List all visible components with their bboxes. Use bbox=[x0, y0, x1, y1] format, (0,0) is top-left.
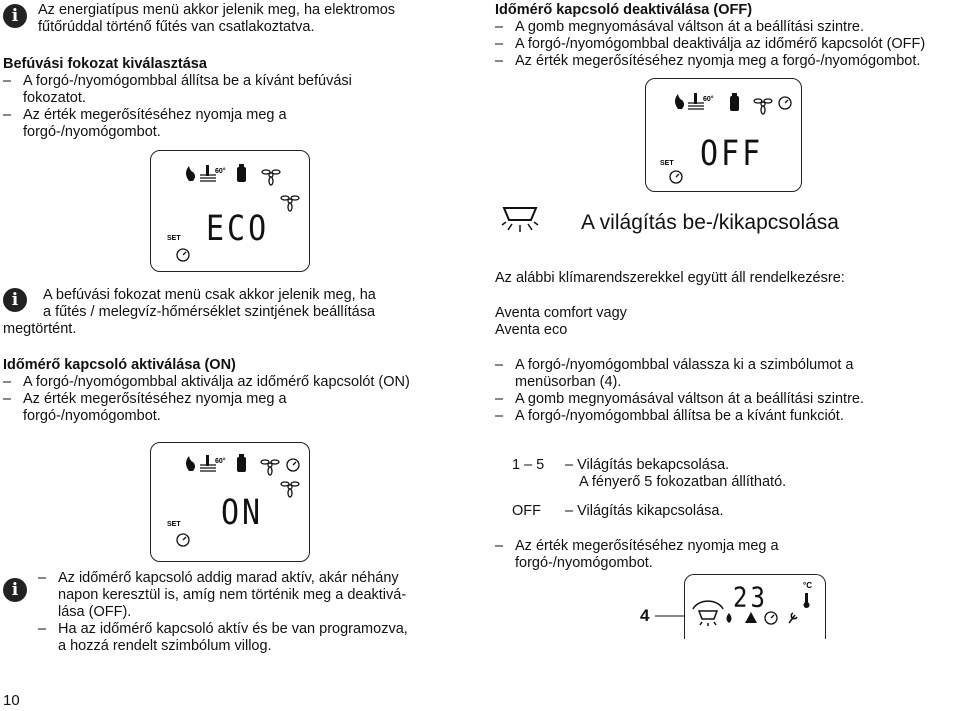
water-icon bbox=[727, 613, 732, 623]
list-item-text: – Ha az időmérő kapcsoló aktív és be van programozva, bbox=[58, 621, 408, 637]
system-name: Aventa comfort vagy bbox=[495, 305, 627, 321]
list-item bbox=[495, 408, 960, 425]
list-item-text: – A forgó-/nyomógombbal aktiválja az időmérő kapcsolót (ON) bbox=[23, 374, 410, 390]
list-item bbox=[495, 538, 960, 572]
page-number: 10 bbox=[3, 692, 20, 709]
list-item bbox=[3, 391, 478, 425]
list-item-text: forgó-/nyomógombot. bbox=[23, 408, 161, 424]
brightness-icon bbox=[693, 601, 723, 609]
lcd-display-eco bbox=[150, 150, 310, 272]
note-energy-menu bbox=[38, 2, 478, 36]
svg-text:SET: SET bbox=[660, 160, 674, 167]
wrench-icon bbox=[789, 613, 797, 623]
section-title: Befúvási fokozat kiválasztása bbox=[3, 56, 207, 72]
list-item bbox=[38, 570, 478, 621]
warning-icon bbox=[745, 612, 757, 623]
timer-icon bbox=[287, 459, 299, 471]
callout-number: 4 bbox=[640, 606, 650, 625]
gas-cylinder-icon bbox=[237, 454, 246, 472]
water-heater-icon bbox=[688, 93, 704, 109]
note-line: megtörtént. bbox=[3, 321, 77, 337]
note-line: Az energiatípus menü akkor jelenik meg, ha elektromos bbox=[38, 2, 396, 18]
range-description bbox=[565, 457, 955, 491]
lcd-value: OFF bbox=[700, 134, 764, 175]
list-item-text: – Az érték megerősítéséhez nyomja meg a bbox=[515, 538, 779, 554]
blower-section bbox=[3, 56, 473, 141]
list-item-text: fokozatot. bbox=[23, 90, 86, 106]
timer-icon bbox=[177, 534, 189, 546]
list-item-text: – A forgó-/nyomógombbal állítsa be a kívánt befúvási bbox=[23, 73, 352, 89]
section-title: Időmérő kapcsoló deaktiválása (OFF) bbox=[495, 2, 753, 18]
lighting-section bbox=[495, 270, 960, 425]
water-heater-icon bbox=[200, 165, 216, 181]
timer-off-section bbox=[495, 2, 960, 70]
list-item-text: – Az érték megerősítéséhez nyomja meg a bbox=[23, 107, 287, 123]
timer-icon bbox=[177, 249, 189, 261]
list-item bbox=[495, 19, 960, 36]
list-item bbox=[38, 621, 478, 655]
list-item-text: menüsorban (4). bbox=[515, 374, 622, 390]
list-item-text: forgó-/nyomógombot. bbox=[23, 124, 161, 140]
list-item bbox=[3, 374, 478, 391]
note-line: fűtőrúddal történő fűtés van csatlakoztatva. bbox=[38, 19, 315, 35]
list-item bbox=[495, 36, 960, 53]
list-item bbox=[3, 107, 473, 141]
timer-icon bbox=[670, 171, 682, 183]
gas-cylinder-icon bbox=[237, 164, 246, 182]
range-description-line: – Világítás bekapcsolása. bbox=[565, 457, 730, 473]
svg-text:60°: 60° bbox=[703, 96, 714, 103]
list-item-text: – Az érték megerősítéséhez nyomja meg a forgó-/nyomógombot. bbox=[515, 53, 921, 69]
timer-icon bbox=[765, 612, 777, 624]
fan-speed-icon bbox=[281, 482, 299, 497]
list-item-text: – A forgó-/nyomógombbal válassza ki a szimbólumot a bbox=[515, 357, 854, 373]
lcd-display-light bbox=[684, 574, 826, 639]
list-item-text: forgó-/nyomógombot. bbox=[515, 555, 653, 571]
list-item bbox=[495, 391, 960, 408]
fan-icon bbox=[262, 170, 280, 185]
list-item bbox=[495, 357, 960, 391]
list-item-text: a hozzá rendelt szimbólum villog. bbox=[58, 638, 272, 654]
system-name: Aventa eco bbox=[495, 322, 568, 338]
lcd-display-off bbox=[645, 78, 802, 192]
range-label: 1 – 5 bbox=[512, 457, 545, 473]
info-icon: i bbox=[3, 288, 27, 312]
off-description: – Világítás kikapcsolása. bbox=[565, 503, 724, 519]
svg-text:60°: 60° bbox=[215, 168, 226, 175]
flame-icon bbox=[186, 166, 195, 181]
thermometer-icon bbox=[804, 593, 810, 608]
timer-icon bbox=[779, 97, 791, 109]
note-timer bbox=[38, 570, 478, 655]
list-item-text: – A forgó-/nyomógombbal deaktiválja az időmérő kapcsolót (OFF) bbox=[515, 36, 926, 52]
list-item-text: – A gomb megnyomásával váltson át a beállítási szintre. bbox=[515, 391, 864, 407]
off-label: OFF bbox=[512, 503, 541, 519]
list-item-text: – Az időmérő kapcsoló addig marad aktív, akár néhány bbox=[58, 570, 399, 586]
svg-text:°C: °C bbox=[803, 581, 812, 590]
confirm-instruction bbox=[495, 538, 960, 572]
list-item-text: lása (OFF). bbox=[58, 604, 132, 620]
section-title: Időmérő kapcsoló aktiválása (ON) bbox=[3, 357, 236, 373]
fan-icon bbox=[754, 99, 772, 114]
list-item bbox=[495, 53, 960, 70]
ceiling-lamp-icon bbox=[500, 204, 544, 240]
lcd-value: 23 bbox=[733, 581, 768, 614]
list-item-text: – A gomb megnyomásával váltson át a beállítási szintre. bbox=[515, 19, 864, 35]
gas-cylinder-icon bbox=[730, 93, 739, 111]
fan-icon bbox=[261, 460, 279, 475]
note-line: a fűtés / melegvíz-hőmérséklet szintjének beállítása bbox=[43, 304, 376, 320]
section-heading: A világítás be-/kikapcsolása bbox=[581, 211, 839, 234]
fan-speed-icon bbox=[281, 196, 299, 211]
list-item-text: napon keresztül is, amíg nem történik meg a deaktivá- bbox=[58, 587, 407, 603]
flame-icon bbox=[675, 94, 684, 109]
svg-text:SET: SET bbox=[167, 521, 181, 528]
svg-text:60°: 60° bbox=[215, 458, 226, 465]
callout-line bbox=[655, 611, 685, 621]
info-icon: i bbox=[3, 578, 27, 602]
lcd-value: ON bbox=[221, 493, 264, 534]
water-heater-icon bbox=[200, 455, 216, 471]
timer-on-section bbox=[3, 357, 478, 425]
intro-text: Az alábbi klímarendszerekkel együtt áll rendelkezésre: bbox=[495, 270, 845, 286]
list-item-text: – Az érték megerősítéséhez nyomja meg a bbox=[23, 391, 287, 407]
info-icon: i bbox=[3, 4, 27, 28]
range-description-line: A fényerő 5 fokozatban állítható. bbox=[579, 474, 787, 490]
lamp-icon bbox=[699, 611, 717, 626]
list-item-text: – A forgó-/nyomógombbal állítsa be a kívánt funkciót. bbox=[515, 408, 844, 424]
lcd-value: ECO bbox=[206, 209, 270, 250]
note-blower-menu bbox=[3, 287, 473, 338]
svg-text:SET: SET bbox=[167, 235, 181, 242]
flame-icon bbox=[186, 456, 195, 471]
note-line: A befúvási fokozat menü csak akkor jelenik meg, ha bbox=[43, 287, 376, 303]
list-item bbox=[3, 73, 473, 107]
lcd-display-on bbox=[150, 442, 310, 562]
